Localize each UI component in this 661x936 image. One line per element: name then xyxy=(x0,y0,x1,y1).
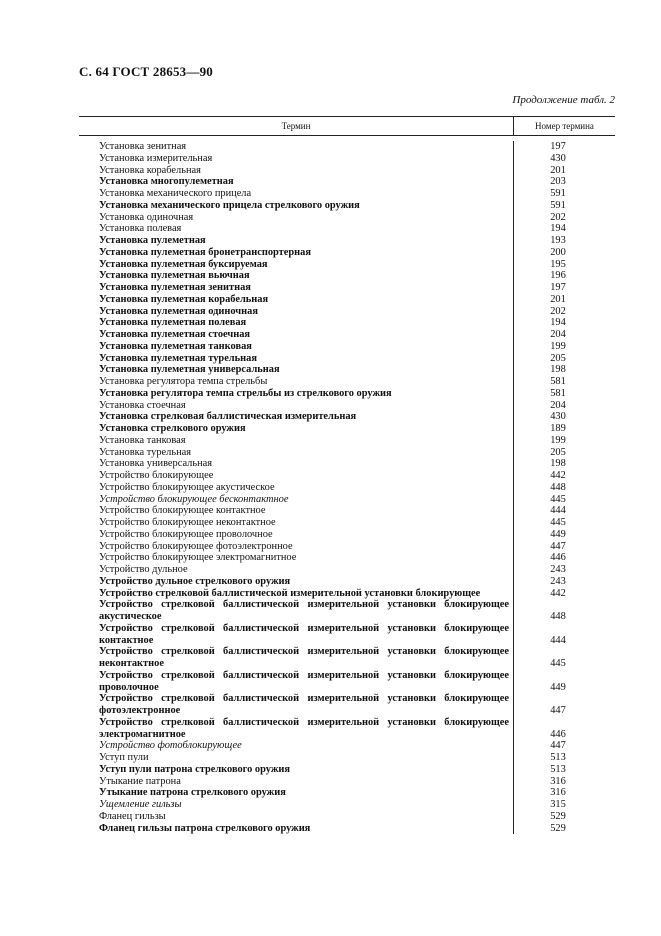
term-cell: Устройство блокирующее контактное xyxy=(99,505,266,517)
term-number-cell: 591 xyxy=(550,199,566,211)
table-row xyxy=(79,717,615,741)
term-cell: Установка пулеметная корабельная xyxy=(99,293,269,305)
term-cell: Устройство стрелковой баллистической измерительной установки блокирующее неконтактное xyxy=(99,646,509,669)
terms-table xyxy=(79,116,615,834)
table-row xyxy=(79,141,615,153)
term-number-cell: 316 xyxy=(550,787,566,799)
term-number-cell: 193 xyxy=(550,235,566,246)
term-cell: Установка турельная xyxy=(99,446,192,458)
term-number-cell: 529 xyxy=(550,822,566,834)
table-row xyxy=(79,599,615,623)
table-row xyxy=(79,270,615,282)
term-cell: Устройство блокирующее бесконтактное xyxy=(99,493,289,505)
term-number-cell: 204 xyxy=(550,399,566,411)
term-cell: Установка пулеметная одиночная xyxy=(99,305,258,317)
term-cell: Устройство блокирующее xyxy=(99,470,214,481)
table-row xyxy=(79,588,615,600)
term-number-cell: 529 xyxy=(550,810,566,822)
term-number-cell: 198 xyxy=(550,458,566,470)
term-number-cell: 199 xyxy=(550,340,566,352)
table-row xyxy=(79,458,615,470)
table-row xyxy=(79,823,615,835)
table-row xyxy=(79,670,615,694)
table-body xyxy=(79,141,615,834)
term-cell: Устройство стрелковой баллистической измерительной установки блокирующее акустическое xyxy=(99,599,509,622)
column-header-term: Термин xyxy=(79,117,514,135)
term-cell: Фланец гильзы xyxy=(99,810,166,822)
term-number-cell: 447 xyxy=(550,705,566,716)
table-continuation-note: Продолжение табл. 2 xyxy=(512,94,615,106)
term-number-cell: 513 xyxy=(550,752,566,763)
term-cell: Устройство стрелковой баллистической измерительной установки блокирующее проволочное xyxy=(99,669,509,693)
table-row xyxy=(79,388,615,400)
table-row xyxy=(79,341,615,353)
term-cell: Установка измерительная xyxy=(99,152,213,164)
term-cell: Устройство фотоблокирующее xyxy=(99,740,242,752)
table-row xyxy=(79,576,615,588)
table-row xyxy=(79,306,615,318)
term-number-cell: 442 xyxy=(550,587,566,599)
term-cell: Установка регулятора темпа стрельбы xyxy=(99,376,268,387)
table-row xyxy=(79,212,615,224)
term-cell: Устройство блокирующее неконтактное xyxy=(99,517,276,528)
term-number-cell: 200 xyxy=(550,246,566,258)
term-cell: Устройство стрелковой баллистической измерительной установки блокирующее электромагнитное xyxy=(99,716,509,740)
table-row xyxy=(79,447,615,459)
table-row xyxy=(79,294,615,306)
term-number-cell: 448 xyxy=(550,611,566,622)
term-number-cell: 447 xyxy=(550,540,566,552)
table-row xyxy=(79,364,615,376)
term-number-cell: 430 xyxy=(550,411,566,423)
term-number-cell: 243 xyxy=(550,575,566,587)
term-cell: Устройство блокирующее проволочное xyxy=(99,528,273,540)
term-number-cell: 513 xyxy=(550,763,566,775)
term-cell: Уступ пули патрона стрелкового оружия xyxy=(99,763,290,775)
term-cell: Установка пулеметная полевая xyxy=(99,317,247,329)
term-number-cell: 448 xyxy=(550,481,566,493)
term-number-cell: 202 xyxy=(550,305,566,317)
term-number-cell: 194 xyxy=(550,223,566,235)
table-row xyxy=(79,505,615,517)
table-row xyxy=(79,529,615,541)
table-row xyxy=(79,552,615,564)
term-cell: Установка пулеметная бронетранспортерная xyxy=(99,246,311,258)
table-row xyxy=(79,353,615,365)
table-row xyxy=(79,435,615,447)
term-cell: Установка пулеметная xyxy=(99,235,206,246)
term-number-cell: 315 xyxy=(550,799,566,810)
term-number-cell: 195 xyxy=(550,258,566,270)
table-row xyxy=(79,282,615,294)
table-header xyxy=(79,116,615,136)
term-number-cell: 243 xyxy=(550,564,566,575)
table-row xyxy=(79,235,615,247)
term-number-cell: 430 xyxy=(550,152,566,164)
table-row xyxy=(79,176,615,188)
term-cell: Устройство блокирующее фотоэлектронное xyxy=(99,540,293,552)
term-cell: Устройство блокирующее электромагнитное xyxy=(99,552,297,564)
term-number-cell: 199 xyxy=(550,434,566,446)
term-cell: Установка полевая xyxy=(99,223,182,235)
table-row xyxy=(79,411,615,423)
term-cell: Фланец гильзы патрона стрелкового оружия xyxy=(99,822,311,834)
term-number-cell: 194 xyxy=(550,317,566,329)
term-number-cell: 581 xyxy=(550,387,566,399)
term-cell: Установка стрелковая баллистическая измерительная xyxy=(99,411,357,423)
table-row xyxy=(79,259,615,271)
table-row xyxy=(79,376,615,388)
term-cell: Утыкание патрона стрелкового оружия xyxy=(99,787,286,799)
page-header: С. 64 ГОСТ 28653—90 xyxy=(79,64,213,79)
term-cell: Устройство дульное xyxy=(99,564,188,575)
table-row xyxy=(79,400,615,412)
term-number-cell: 197 xyxy=(550,141,566,152)
term-number-cell: 581 xyxy=(550,376,566,387)
term-number-cell: 202 xyxy=(550,211,566,223)
term-cell: Утыкание патрона xyxy=(99,775,181,787)
table-row xyxy=(79,811,615,823)
table-row xyxy=(79,764,615,776)
term-number-cell: 445 xyxy=(550,658,566,669)
term-cell: Установка пулеметная универсальная xyxy=(99,364,280,376)
table-row xyxy=(79,799,615,811)
term-cell: Устройство стрелковой баллистической измерительной установки блокирующее контактное xyxy=(99,622,509,646)
term-cell: Устройство стрелковой баллистической измерительной установки блокирующее фотоэлектронное xyxy=(99,693,509,716)
term-number-cell: 205 xyxy=(550,352,566,364)
term-number-cell: 189 xyxy=(550,423,566,434)
term-number-cell: 447 xyxy=(550,740,566,752)
table-row xyxy=(79,188,615,200)
term-cell: Уступ пули xyxy=(99,752,149,763)
term-cell: Установка танковая xyxy=(99,434,186,446)
term-number-cell: 449 xyxy=(550,528,566,540)
term-number-cell: 445 xyxy=(550,517,566,528)
term-number-cell: 198 xyxy=(550,364,566,376)
table-row xyxy=(79,646,615,670)
term-cell: Устройство блокирующее акустическое xyxy=(99,481,275,493)
term-cell: Установка регулятора темпа стрельбы из стрелкового оружия xyxy=(99,387,392,399)
table-row xyxy=(79,317,615,329)
table-row xyxy=(79,752,615,764)
table-row xyxy=(79,787,615,799)
table-row xyxy=(79,740,615,752)
table-row xyxy=(79,423,615,435)
column-header-number: Номер термина xyxy=(535,121,594,131)
term-cell: Ущемление гильзы xyxy=(99,799,182,810)
table-row xyxy=(79,200,615,212)
term-number-cell: 444 xyxy=(550,634,566,646)
table-row xyxy=(79,329,615,341)
term-number-cell: 201 xyxy=(550,293,566,305)
term-number-cell: 445 xyxy=(550,493,566,505)
term-cell: Установка пулеметная стоечная xyxy=(99,329,251,340)
term-cell: Установка одиночная xyxy=(99,211,194,223)
term-cell: Установка пулеметная буксируемая xyxy=(99,258,268,270)
table-row xyxy=(79,693,615,717)
term-cell: Установка стоечная xyxy=(99,399,186,411)
term-cell: Установка пулеметная вьючная xyxy=(99,270,250,282)
term-cell: Установка пулеметная танковая xyxy=(99,340,252,352)
table-row xyxy=(79,776,615,788)
table-row xyxy=(79,153,615,165)
term-cell: Устройство дульное стрелкового оружия xyxy=(99,575,291,587)
table-row xyxy=(79,517,615,529)
term-number-cell: 442 xyxy=(550,470,566,481)
term-number-cell: 201 xyxy=(550,164,566,176)
term-cell: Установка механического прицела стрелкового оружия xyxy=(99,199,360,211)
table-row xyxy=(79,223,615,235)
table-row xyxy=(79,623,615,647)
term-number-cell: 204 xyxy=(550,329,566,340)
term-number-cell: 591 xyxy=(550,188,566,199)
term-cell: Устройство стрелковой баллистической измерительной установки блокирующее xyxy=(99,587,481,599)
term-cell: Установка стрелкового оружия xyxy=(99,423,246,434)
term-number-cell: 205 xyxy=(550,446,566,458)
term-number-cell: 203 xyxy=(550,176,566,188)
table-row xyxy=(79,165,615,177)
table-row xyxy=(79,494,615,506)
term-number-cell: 449 xyxy=(550,681,566,693)
term-number-cell: 316 xyxy=(550,775,566,787)
term-cell: Установка зенитная xyxy=(99,141,187,152)
term-cell: Установка универсальная xyxy=(99,458,213,470)
term-cell: Установка пулеметная зенитная xyxy=(99,282,251,293)
term-number-cell: 446 xyxy=(550,552,566,564)
table-row xyxy=(79,247,615,259)
term-cell: Установка корабельная xyxy=(99,164,201,176)
term-number-cell: 444 xyxy=(550,505,566,517)
table-row xyxy=(79,541,615,553)
term-number-cell: 196 xyxy=(550,270,566,282)
term-number-cell: 446 xyxy=(550,728,566,740)
table-row xyxy=(79,470,615,482)
table-row xyxy=(79,482,615,494)
table-row xyxy=(79,564,615,576)
term-number-cell: 197 xyxy=(550,282,566,293)
term-cell: Установка пулеметная турельная xyxy=(99,352,257,364)
term-cell: Установка многопулеметная xyxy=(99,176,234,188)
term-cell: Установка механического прицела xyxy=(99,188,252,199)
